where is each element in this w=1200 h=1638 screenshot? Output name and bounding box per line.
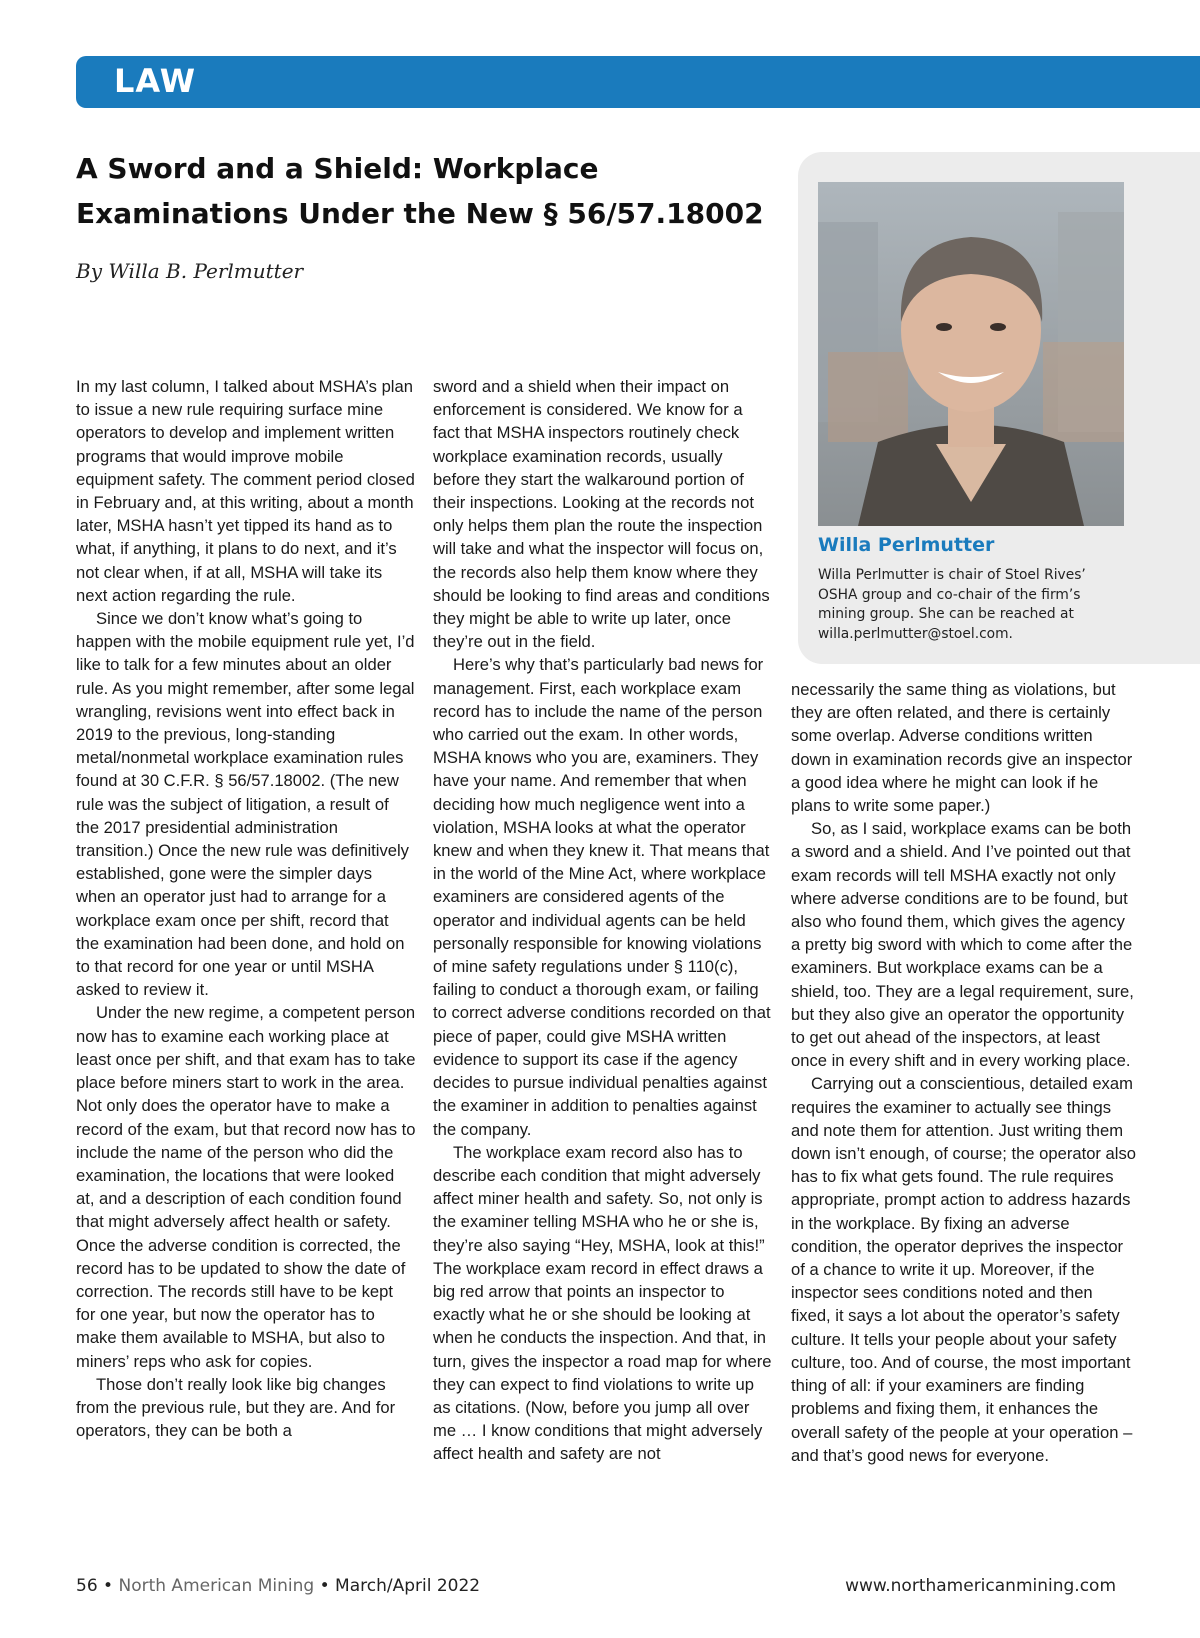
article-byline: By Willa B. Perlmutter (76, 259, 304, 283)
section-banner (76, 56, 1200, 108)
footer-separator: • (319, 1576, 330, 1596)
article-column-1 (76, 375, 416, 1442)
author-photo (818, 182, 1124, 526)
article-title (76, 146, 776, 236)
paragraph: Here’s why that’s particularly bad news for management. First, each workplace exam record has to include the name of the person who carried out the exam. In other words, MSHA knows who you are, examiners. They have your name. And remember that when deciding how much negligence went into a violation, MSHA looks at what the operator knew and when they knew it. That means that in the world of the Mine Act, where workplace examiners are considered agents of the operator and individual agents can be held personally responsible for knowing violations of mine safety regulations under § 110(c), failing to conduct a thorough exam, or failing to correct adverse conditions recorded on that piece of paper, could give MSHA written evidence to support its case if the agency decides to pursue individual penalties against the examiner in addition to penalties against the company. (433, 655, 771, 1139)
author-sidebar (798, 152, 1200, 664)
paragraph: sword and a shield when their impact on enforcement is considered. We know for a fact that MSHA inspectors routinely check workplace examination records, usually before they start the walkaround portion of their inspections. Looking at the records not only helps them plan the route the inspection will take and what the inspector will focus on, the records also help them know where they should be looking to find areas and conditions they might be able to write up later, once they’re out in the field. (433, 377, 770, 652)
paragraph: necessarily the same thing as violations, but they are often related, and there is certainly some overlap. Adverse conditions written down in examination records give an inspector a good idea where he might can look if he plans to write some paper.) (791, 680, 1133, 816)
article-column-3 (791, 678, 1136, 1467)
article-title-line-1: A Sword and a Shield: Workplace (76, 152, 599, 185)
footer-separator: • (103, 1576, 114, 1596)
article-column-2 (433, 375, 773, 1466)
paragraph: Under the new regime, a competent person now has to examine each working place at least once per shift, and that exam has to take place before miners start to work in the area. Not only does the operator have to make a record of the exam, but that record now has to include the name of the person who did the examination, the locations that were looked at, and a description of each condition found that might adversely affect health or safety. Once the adverse condition is corrected, the record has to be updated to show the date of correction. The records still have to be kept for one year, but now the operator has to make them available to MSHA, but also to miners’ reps who ask for copies. (76, 1003, 416, 1371)
article-title-line-2: Examinations Under the New § 56/57.18002 (76, 197, 764, 230)
author-name: Willa Perlmutter (818, 534, 995, 556)
paragraph: In my last column, I talked about MSHA’s plan to issue a new rule requiring surface mine operators to develop and implement written programs that would improve mobile equipment safety. The comment period closed in February and, at this writing, about a month later, MSHA hasn’t yet tipped its hand as to what, if anything, it plans to do next, and it’s not clear when, if at all, MSHA will take its next action regarding the rule. (76, 377, 415, 605)
paragraph: Since we don’t know what’s going to happen with the mobile equipment rule yet, I’d like to talk for a few minutes about an older rule. As you might remember, after some legal wrangling, revisions went into effect back in 2019 to the previous, long-standing metal/nonmetal workplace examination rules found at 30 C.F.R. § 56/57.18002. (The new rule was the subject of litigation, a result of the 2017 presidential administration transition.) Once the new rule was definitively established, gone were the simpler days when an operator just had to arrange for a workplace exam once per shift, record that the examination had been done, and hold on to that record for one year or until MSHA asked to review it. (76, 609, 415, 1000)
page-number: 56 (76, 1576, 98, 1596)
paragraph: Carrying out a conscientious, detailed exam requires the examiner to actually see things and note them for attention. Just writing them down isn’t enough, of course; the operator also has to fix what gets found. The rule requires appropriate, prompt action to address hazards in the workplace. By fixing an adverse condition, the operator deprives the inspector of a chance to write it up. Moreover, if the inspector sees conditions noted and then fixed, it says a lot about the operator’s safety culture. It tells your people about your safety culture, too. And of course, the most important thing of all: if your examiners are finding problems and fixing them, it enhances the overall safety of the people at your operation – and that’s good news for everyone. (791, 1074, 1137, 1465)
section-label: LAW (114, 62, 197, 100)
author-portrait-image (818, 182, 1124, 526)
paragraph: The workplace exam record also has to describe each condition that might adversely affect miner health and safety. So, not only is the examiner telling MSHA who he or she is, they’re also saying “Hey, MSHA, look at this!” The workplace exam record in effect draws a big red arrow that points an inspector to exactly what he or she should be looking at when he conducts the inspection. And that, in turn, gives the inspector a road map for where they can expect to find violations to write up as citations. (Now, before you jump all over me … I know conditions that might adversely affect health and safety are not (433, 1142, 772, 1464)
paragraph: So, as I said, workplace exams can be both a sword and a shield. And I’ve pointed out that exam records will tell MSHA exactly not only where adverse conditions are to be found, but also who found them, which gives the agency a pretty big sword with which to come after the examiners. But workplace exams can be a shield, too. They are a legal requirement, sure, but they also give an operator the opportunity to get out ahead of the inspectors, at least once in every shift and in every working place. (791, 819, 1134, 1071)
author-bio: Willa Perlmutter is chair of Stoel Rives’ OSHA group and co-chair of the firm’s mining group. She can be reached at willa.perlmutter@stoel.com. (818, 567, 1086, 642)
magazine-name: North American Mining (118, 1576, 315, 1596)
issue-date: March/April 2022 (335, 1576, 481, 1596)
paragraph: Those don’t really look like big changes from the previous rule, but they are. And for operators, they can be both a (76, 1374, 396, 1441)
website-url[interactable]: www.northamericanmining.com (845, 1576, 1116, 1596)
page-footer-left (76, 1576, 480, 1596)
